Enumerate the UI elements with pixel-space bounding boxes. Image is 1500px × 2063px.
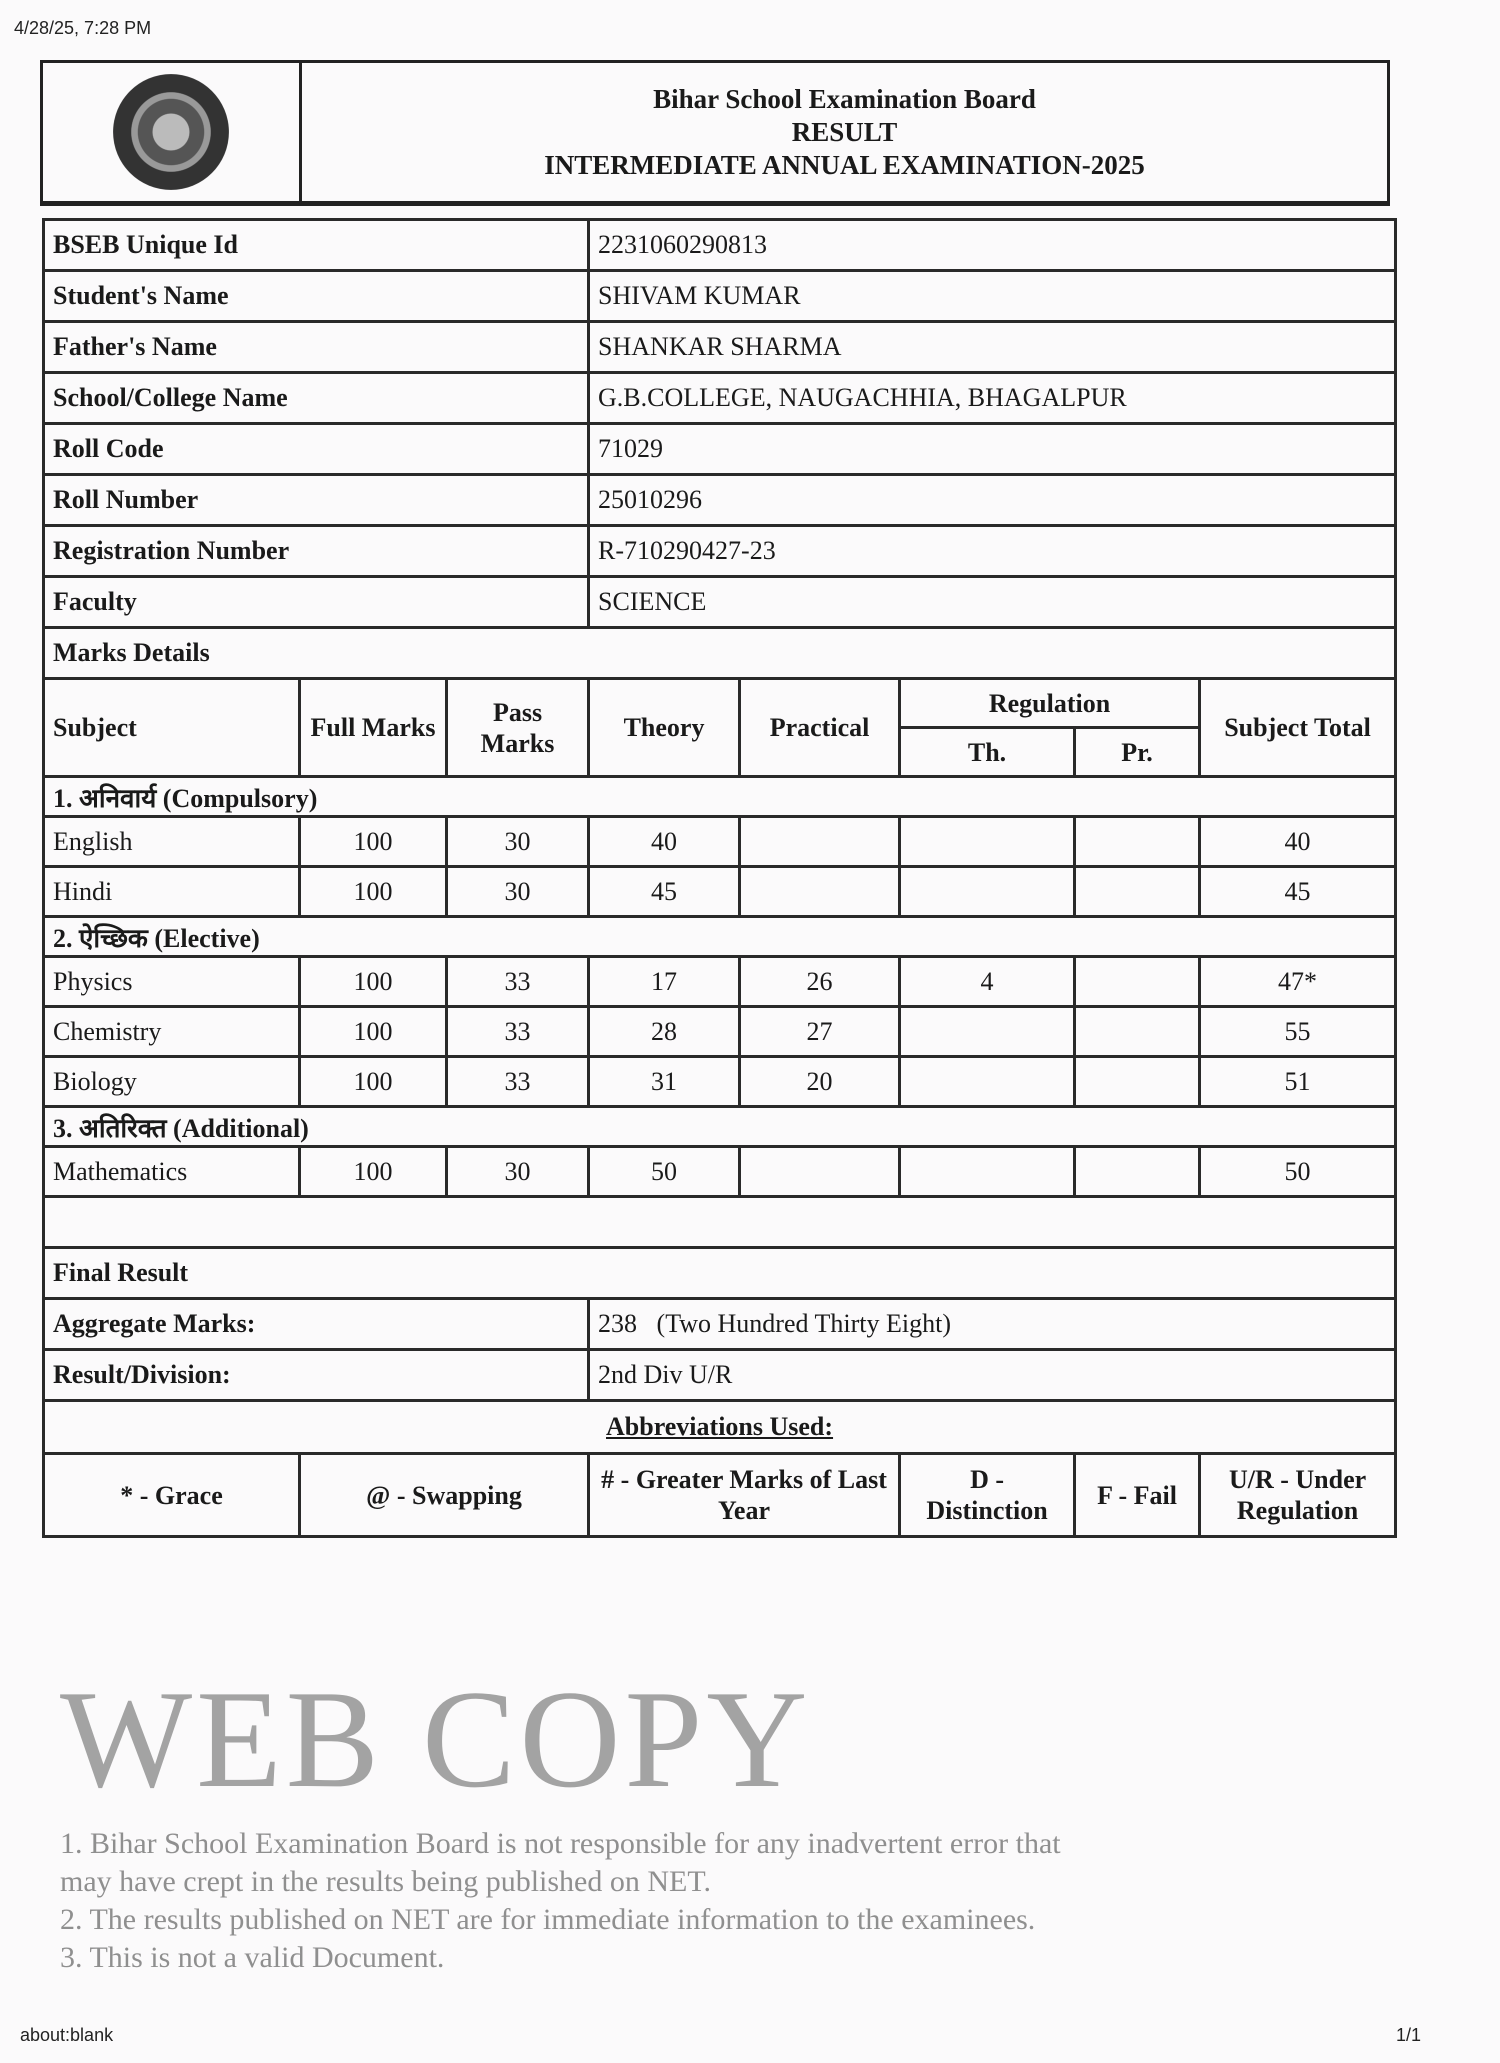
subject-row <box>44 867 1396 917</box>
info-label: Father's Name <box>44 322 589 373</box>
info-value: 71029 <box>589 424 1396 475</box>
final-result-row <box>44 1248 1396 1299</box>
abbreviations-title-row <box>44 1401 1396 1454</box>
full-cell: 100 <box>300 957 447 1007</box>
info-value: R-710290427-23 <box>589 526 1396 577</box>
th-cell: 4 <box>900 957 1075 1007</box>
total-cell: 51 <box>1200 1057 1396 1107</box>
abbreviations-title: Abbreviations Used: <box>44 1401 1396 1454</box>
header-practical: Practical <box>740 679 900 777</box>
info-label: Registration Number <box>44 526 589 577</box>
exam-title: INTERMEDIATE ANNUAL EXAMINATION-2025 <box>544 149 1145 180</box>
subject-cell: Hindi <box>44 867 300 917</box>
pr-cell <box>1075 957 1200 1007</box>
abbr-swapping: @ - Swapping <box>300 1454 589 1537</box>
theory-cell: 31 <box>589 1057 740 1107</box>
result-title: RESULT <box>791 116 898 147</box>
th-cell <box>900 1007 1075 1057</box>
practical-cell <box>740 1147 900 1197</box>
marks-details-title: Marks Details <box>44 628 1396 679</box>
pass-cell: 30 <box>447 1147 589 1197</box>
footer-url: about:blank <box>20 2025 114 2045</box>
th-cell <box>900 1147 1075 1197</box>
subject-cell: English <box>44 817 300 867</box>
section-title: 2. ऐच्छिक (Elective) <box>44 917 1396 957</box>
total-cell: 50 <box>1200 1147 1396 1197</box>
web-copy-watermark: WEB COPY <box>60 1662 812 1817</box>
info-value: SHANKAR SHARMA <box>589 322 1396 373</box>
pass-cell: 30 <box>447 817 589 867</box>
abbreviations-row <box>44 1454 1396 1537</box>
disclaimer-watermark <box>60 1825 1440 1977</box>
section-row <box>44 777 1396 817</box>
header-theory: Theory <box>589 679 740 777</box>
info-row <box>44 220 1396 271</box>
info-row <box>44 526 1396 577</box>
subject-cell: Physics <box>44 957 300 1007</box>
header-pass-marks: Pass Marks <box>447 679 589 777</box>
pr-cell <box>1075 1057 1200 1107</box>
total-cell: 47* <box>1200 957 1396 1007</box>
th-cell <box>900 1057 1075 1107</box>
info-row <box>44 373 1396 424</box>
full-cell: 100 <box>300 867 447 917</box>
th-cell <box>900 867 1075 917</box>
pass-cell: 33 <box>447 957 589 1007</box>
info-value: 2231060290813 <box>589 220 1396 271</box>
section-row <box>44 1107 1396 1147</box>
pr-cell <box>1075 1007 1200 1057</box>
disclaimer-line: 3. This is not a valid Document. <box>60 1941 445 1974</box>
full-cell: 100 <box>300 817 447 867</box>
info-row <box>44 475 1396 526</box>
subject-row <box>44 817 1396 867</box>
info-label: School/College Name <box>44 373 589 424</box>
practical-cell: 26 <box>740 957 900 1007</box>
info-label: Student's Name <box>44 271 589 322</box>
title-cell <box>302 63 1387 201</box>
bseb-seal-logo <box>113 74 229 190</box>
pass-cell: 33 <box>447 1007 589 1057</box>
marks-header-row <box>44 679 1396 728</box>
final-result-title: Final Result <box>44 1248 1396 1299</box>
header-reg-th: Th. <box>900 728 1075 777</box>
disclaimer-line: 1. Bihar School Examination Board is not responsible for any inadvertent error that <box>60 1827 1061 1860</box>
theory-cell: 40 <box>589 817 740 867</box>
info-value: SHIVAM KUMAR <box>589 271 1396 322</box>
info-value: G.B.COLLEGE, NAUGACHHIA, BHAGALPUR <box>589 373 1396 424</box>
section-title: 3. अतिरिक्त (Additional) <box>44 1107 1396 1147</box>
result-table <box>42 218 1397 1538</box>
aggregate-words: (Two Hundred Thirty Eight) <box>656 1309 952 1338</box>
theory-cell: 28 <box>589 1007 740 1057</box>
abbr-fail: F - Fail <box>1075 1454 1200 1537</box>
aggregate-value: 238 <box>598 1309 638 1338</box>
subject-row <box>44 1007 1396 1057</box>
abbr-greater-marks: # - Greater Marks of Last Year <box>589 1454 900 1537</box>
practical-cell: 20 <box>740 1057 900 1107</box>
practical-cell <box>740 817 900 867</box>
full-cell: 100 <box>300 1057 447 1107</box>
watermark-area <box>60 1662 1440 1977</box>
header-reg-pr: Pr. <box>1075 728 1200 777</box>
info-value: 25010296 <box>589 475 1396 526</box>
th-cell <box>900 817 1075 867</box>
pr-cell <box>1075 1147 1200 1197</box>
section-row <box>44 917 1396 957</box>
print-datetime: 4/28/25, 7:28 PM <box>14 18 152 38</box>
info-label: Roll Number <box>44 475 589 526</box>
subject-row <box>44 1147 1396 1197</box>
logo-cell <box>43 63 302 201</box>
theory-cell: 17 <box>589 957 740 1007</box>
info-row <box>44 322 1396 373</box>
header-full-marks: Full Marks <box>300 679 447 777</box>
practical-cell <box>740 867 900 917</box>
header-regulation: Regulation <box>900 679 1200 728</box>
aggregate-value-cell <box>589 1299 1396 1350</box>
division-label: Result/Division: <box>44 1350 589 1401</box>
abbr-grace: * - Grace <box>44 1454 300 1537</box>
info-value: SCIENCE <box>589 577 1396 628</box>
subject-row <box>44 957 1396 1007</box>
info-row <box>44 577 1396 628</box>
abbr-under-regulation: U/R - Under Regulation <box>1200 1454 1396 1537</box>
full-cell: 100 <box>300 1007 447 1057</box>
board-name: Bihar School Examination Board <box>653 83 1036 114</box>
aggregate-label: Aggregate Marks: <box>44 1299 589 1350</box>
pass-cell: 33 <box>447 1057 589 1107</box>
total-cell: 45 <box>1200 867 1396 917</box>
abbr-distinction: D - Distinction <box>900 1454 1075 1537</box>
info-row <box>44 271 1396 322</box>
theory-cell: 50 <box>589 1147 740 1197</box>
info-label: BSEB Unique Id <box>44 220 589 271</box>
full-cell: 100 <box>300 1147 447 1197</box>
subject-row <box>44 1057 1396 1107</box>
info-label: Roll Code <box>44 424 589 475</box>
disclaimer-line: 2. The results published on NET are for immediate information to the examinees. <box>60 1903 1036 1936</box>
section-title: 1. अनिवार्य (Compulsory) <box>44 777 1396 817</box>
info-label: Faculty <box>44 577 589 628</box>
header-subject-total: Subject Total <box>1200 679 1396 777</box>
subject-cell: Biology <box>44 1057 300 1107</box>
theory-cell: 45 <box>589 867 740 917</box>
subject-cell: Chemistry <box>44 1007 300 1057</box>
info-row <box>44 424 1396 475</box>
result-header <box>40 60 1390 206</box>
pr-cell <box>1075 817 1200 867</box>
footer-page-number: 1/1 <box>1396 2025 1422 2045</box>
total-cell: 40 <box>1200 817 1396 867</box>
pass-cell: 30 <box>447 867 589 917</box>
disclaimer-line: may have crept in the results being published on NET. <box>60 1865 711 1898</box>
total-cell: 55 <box>1200 1007 1396 1057</box>
marks-details-row <box>44 628 1396 679</box>
blank-row <box>44 1197 1396 1248</box>
division-row <box>44 1350 1396 1401</box>
practical-cell: 27 <box>740 1007 900 1057</box>
aggregate-row <box>44 1299 1396 1350</box>
pr-cell <box>1075 867 1200 917</box>
header-subject: Subject <box>44 679 300 777</box>
subject-cell: Mathematics <box>44 1147 300 1197</box>
division-value: 2nd Div U/R <box>589 1350 1396 1401</box>
